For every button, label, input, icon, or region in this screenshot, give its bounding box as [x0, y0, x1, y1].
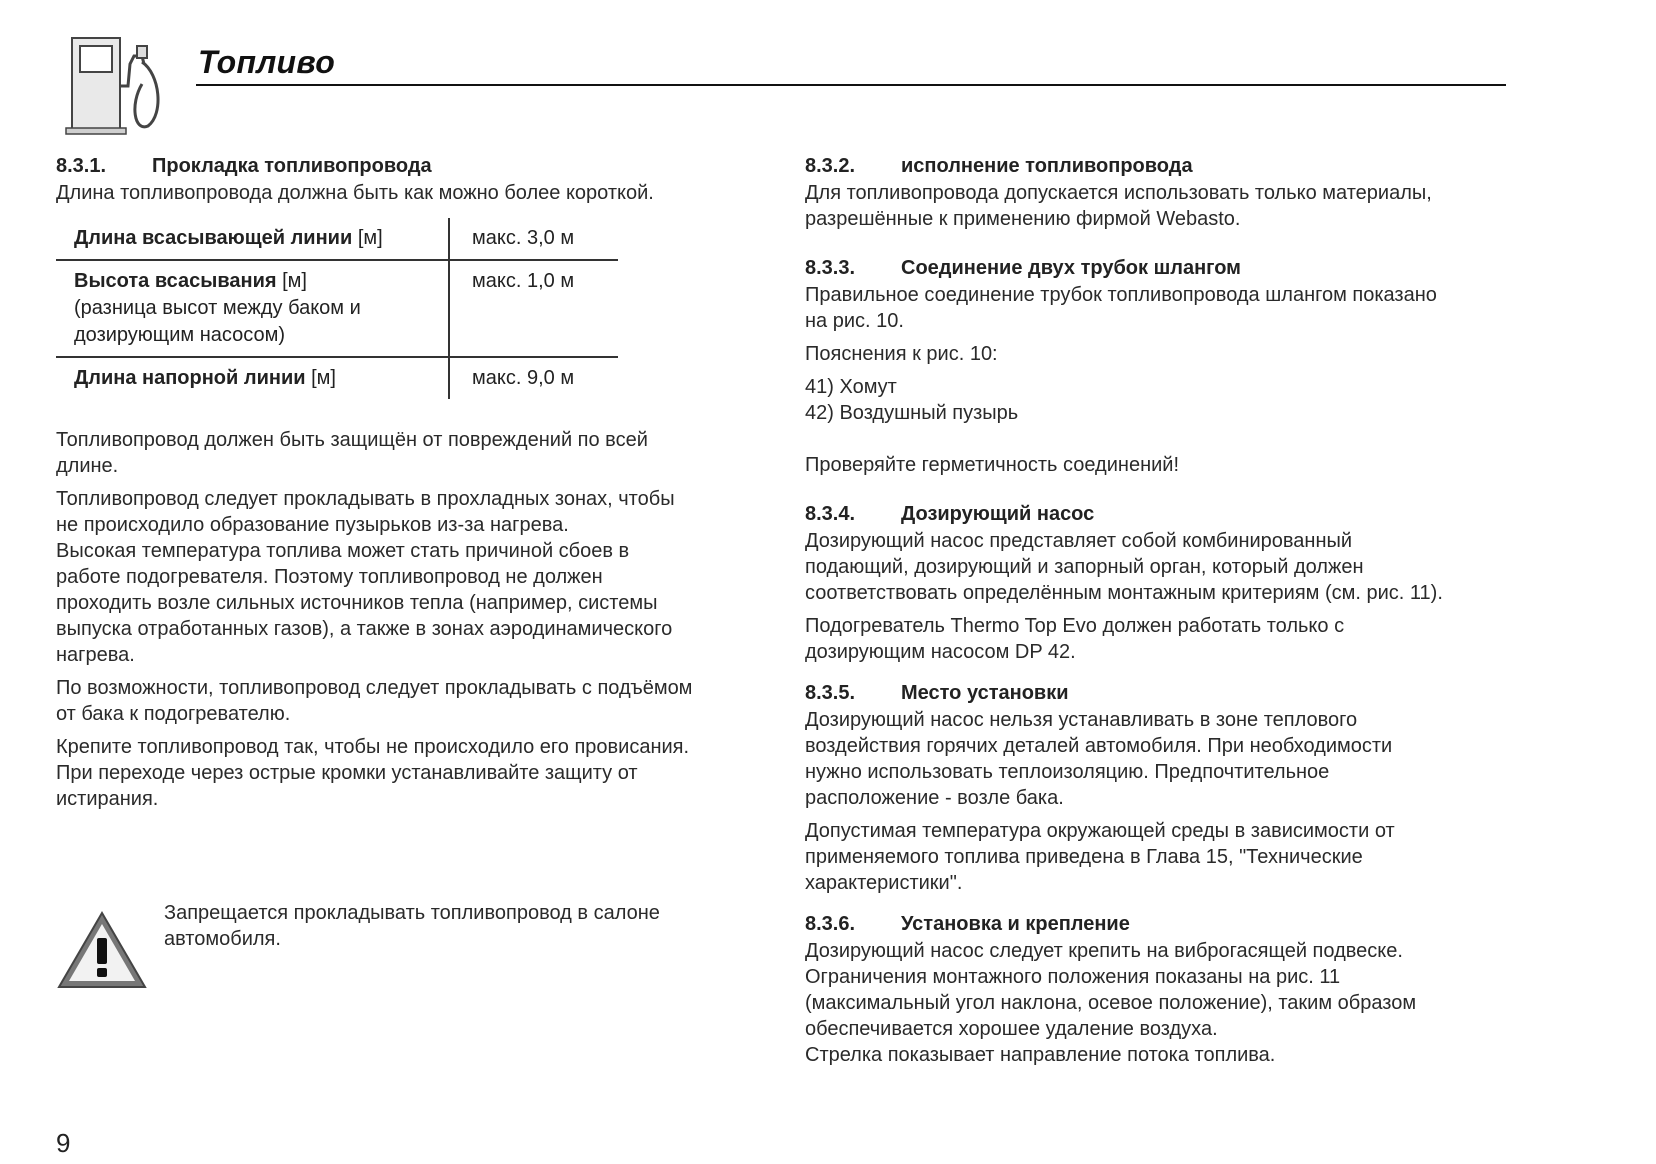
fuel-line-length-table [56, 218, 618, 399]
row-note: дозирующим насосом) [74, 324, 286, 346]
section-title: исполнение топливопровода [901, 155, 1193, 177]
paragraph: Правильное соединение трубок топливопровода шлангом показано на рис. 10. [805, 284, 1437, 332]
right-column [805, 152, 1525, 1068]
section-heading-8-3-6 [805, 910, 1525, 938]
table-cell-label [56, 357, 449, 399]
paragraph: Дозирующий насос нельзя устанавливать в зоне теплового воздействия горячих деталей автомобиля. При необходимости нужно использовать теплоизоляцию. Предпочтительное расположение - возле бака. [805, 709, 1393, 809]
row-unit: [м] [305, 367, 336, 389]
list-item: 42) Воздушный пузырь [805, 402, 1019, 424]
section-title: Место установки [901, 682, 1069, 704]
section-title: Прокладка топливопровода [152, 155, 432, 177]
section-number: 8.3.5. [805, 682, 856, 704]
section-title: Дозирующий насос [901, 503, 1095, 525]
table-row [56, 260, 618, 357]
section-number: 8.3.4. [805, 503, 856, 525]
section-heading-8-3-2 [805, 152, 1525, 180]
table-cell-value: макс. 1,0 м [449, 260, 618, 357]
paragraph: Топливопровод следует прокладывать в прохладных зонах, чтобы не происходило образование пузырьков из-за нагрева. Высокая температура топлива может стать причиной сбоев в работе подогревателя. Поэтому топливопровод не должен проходить возле сильных источников тепла (например, системы выпуска отработанных газов), а также в зонах аэродинамического нагрева. [56, 488, 675, 666]
paragraph: Допустимая температура окружающей среды в зависимости от применяемого топлива приведена в Глава 15, "Технические характеристики". [805, 820, 1395, 894]
paragraph: Подогреватель Thermo Top Evo должен работать только с дозирующим насосом DP 42. [805, 615, 1345, 663]
section-heading-8-3-5 [805, 679, 1525, 707]
section-number: 8.3.6. [805, 913, 856, 935]
row-label: Длина всасывающей линии [74, 227, 353, 249]
section-number: 8.3.3. [805, 257, 856, 279]
warning-text: Запрещается прокладывать топливопровод в салоне автомобиля. [164, 902, 660, 950]
left-column [56, 152, 756, 812]
section-heading-8-3-4 [805, 500, 1525, 528]
page-number: 9 [56, 1128, 71, 1158]
table-cell-value: макс. 9,0 м [449, 357, 618, 399]
fuel-pump-icon [64, 34, 174, 136]
paragraph: Для топливопровода допускается использовать только материалы, разрешённые к применению фирмой Webasto. [805, 182, 1432, 230]
title-divider [196, 84, 1506, 86]
row-note: (разница высот между баком и [74, 297, 361, 319]
row-unit: [м] [352, 227, 383, 249]
row-label: Длина напорной линии [74, 367, 306, 389]
section-heading-8-3-1 [56, 152, 756, 180]
section-number: 8.3.1. [56, 155, 107, 177]
legend-intro: Пояснения к рис. 10: [805, 343, 998, 365]
table-row [56, 357, 618, 399]
warning-triangle-icon [56, 910, 148, 990]
paragraph: Крепите топливопровод так, чтобы не происходило его провисания. При переходе через острые кромки устанавливайте защиту от истирания. [56, 736, 690, 810]
page-title: Топливо [198, 44, 336, 80]
table-row [56, 218, 618, 260]
row-unit: [м] [276, 270, 307, 292]
paragraph: Дозирующий насос представляет собой комбинированный подающий, дозирующий и запорный орган, который должен соответствовать определённым монтажным критериям (см. рис. 11). [805, 530, 1443, 604]
section-number: 8.3.2. [805, 155, 856, 177]
check-note: Проверяйте герметичность соединений! [805, 454, 1180, 476]
paragraph: Топливопровод должен быть защищён от повреждений по всей длине. [56, 429, 648, 477]
table-cell-value: макс. 3,0 м [472, 227, 575, 249]
section-title: Соединение двух трубок шлангом [901, 257, 1241, 279]
section-title: Установка и крепление [901, 913, 1130, 935]
section-intro: Длина топливопровода должна быть как можно более короткой. [56, 182, 654, 204]
table-cell-label [56, 218, 449, 260]
legend-list [805, 374, 1525, 426]
table-cell-label [56, 260, 449, 357]
list-item: 41) Хомут [805, 376, 897, 398]
section-heading-8-3-3 [805, 254, 1525, 282]
paragraph: Дозирующий насос следует крепить на виброгасящей подвеске. Ограничения монтажного положения показаны на рис. 11 (максимальный угол наклона, осевое положение), таким образом обеспечивается хорошее удаление воздуха. Стрелка показывает направление потока топлива. [805, 940, 1417, 1066]
paragraph: По возможности, топливопровод следует прокладывать с подъёмом от бака к подогревателю. [56, 677, 693, 725]
row-label: Высота всасывания [74, 270, 277, 292]
